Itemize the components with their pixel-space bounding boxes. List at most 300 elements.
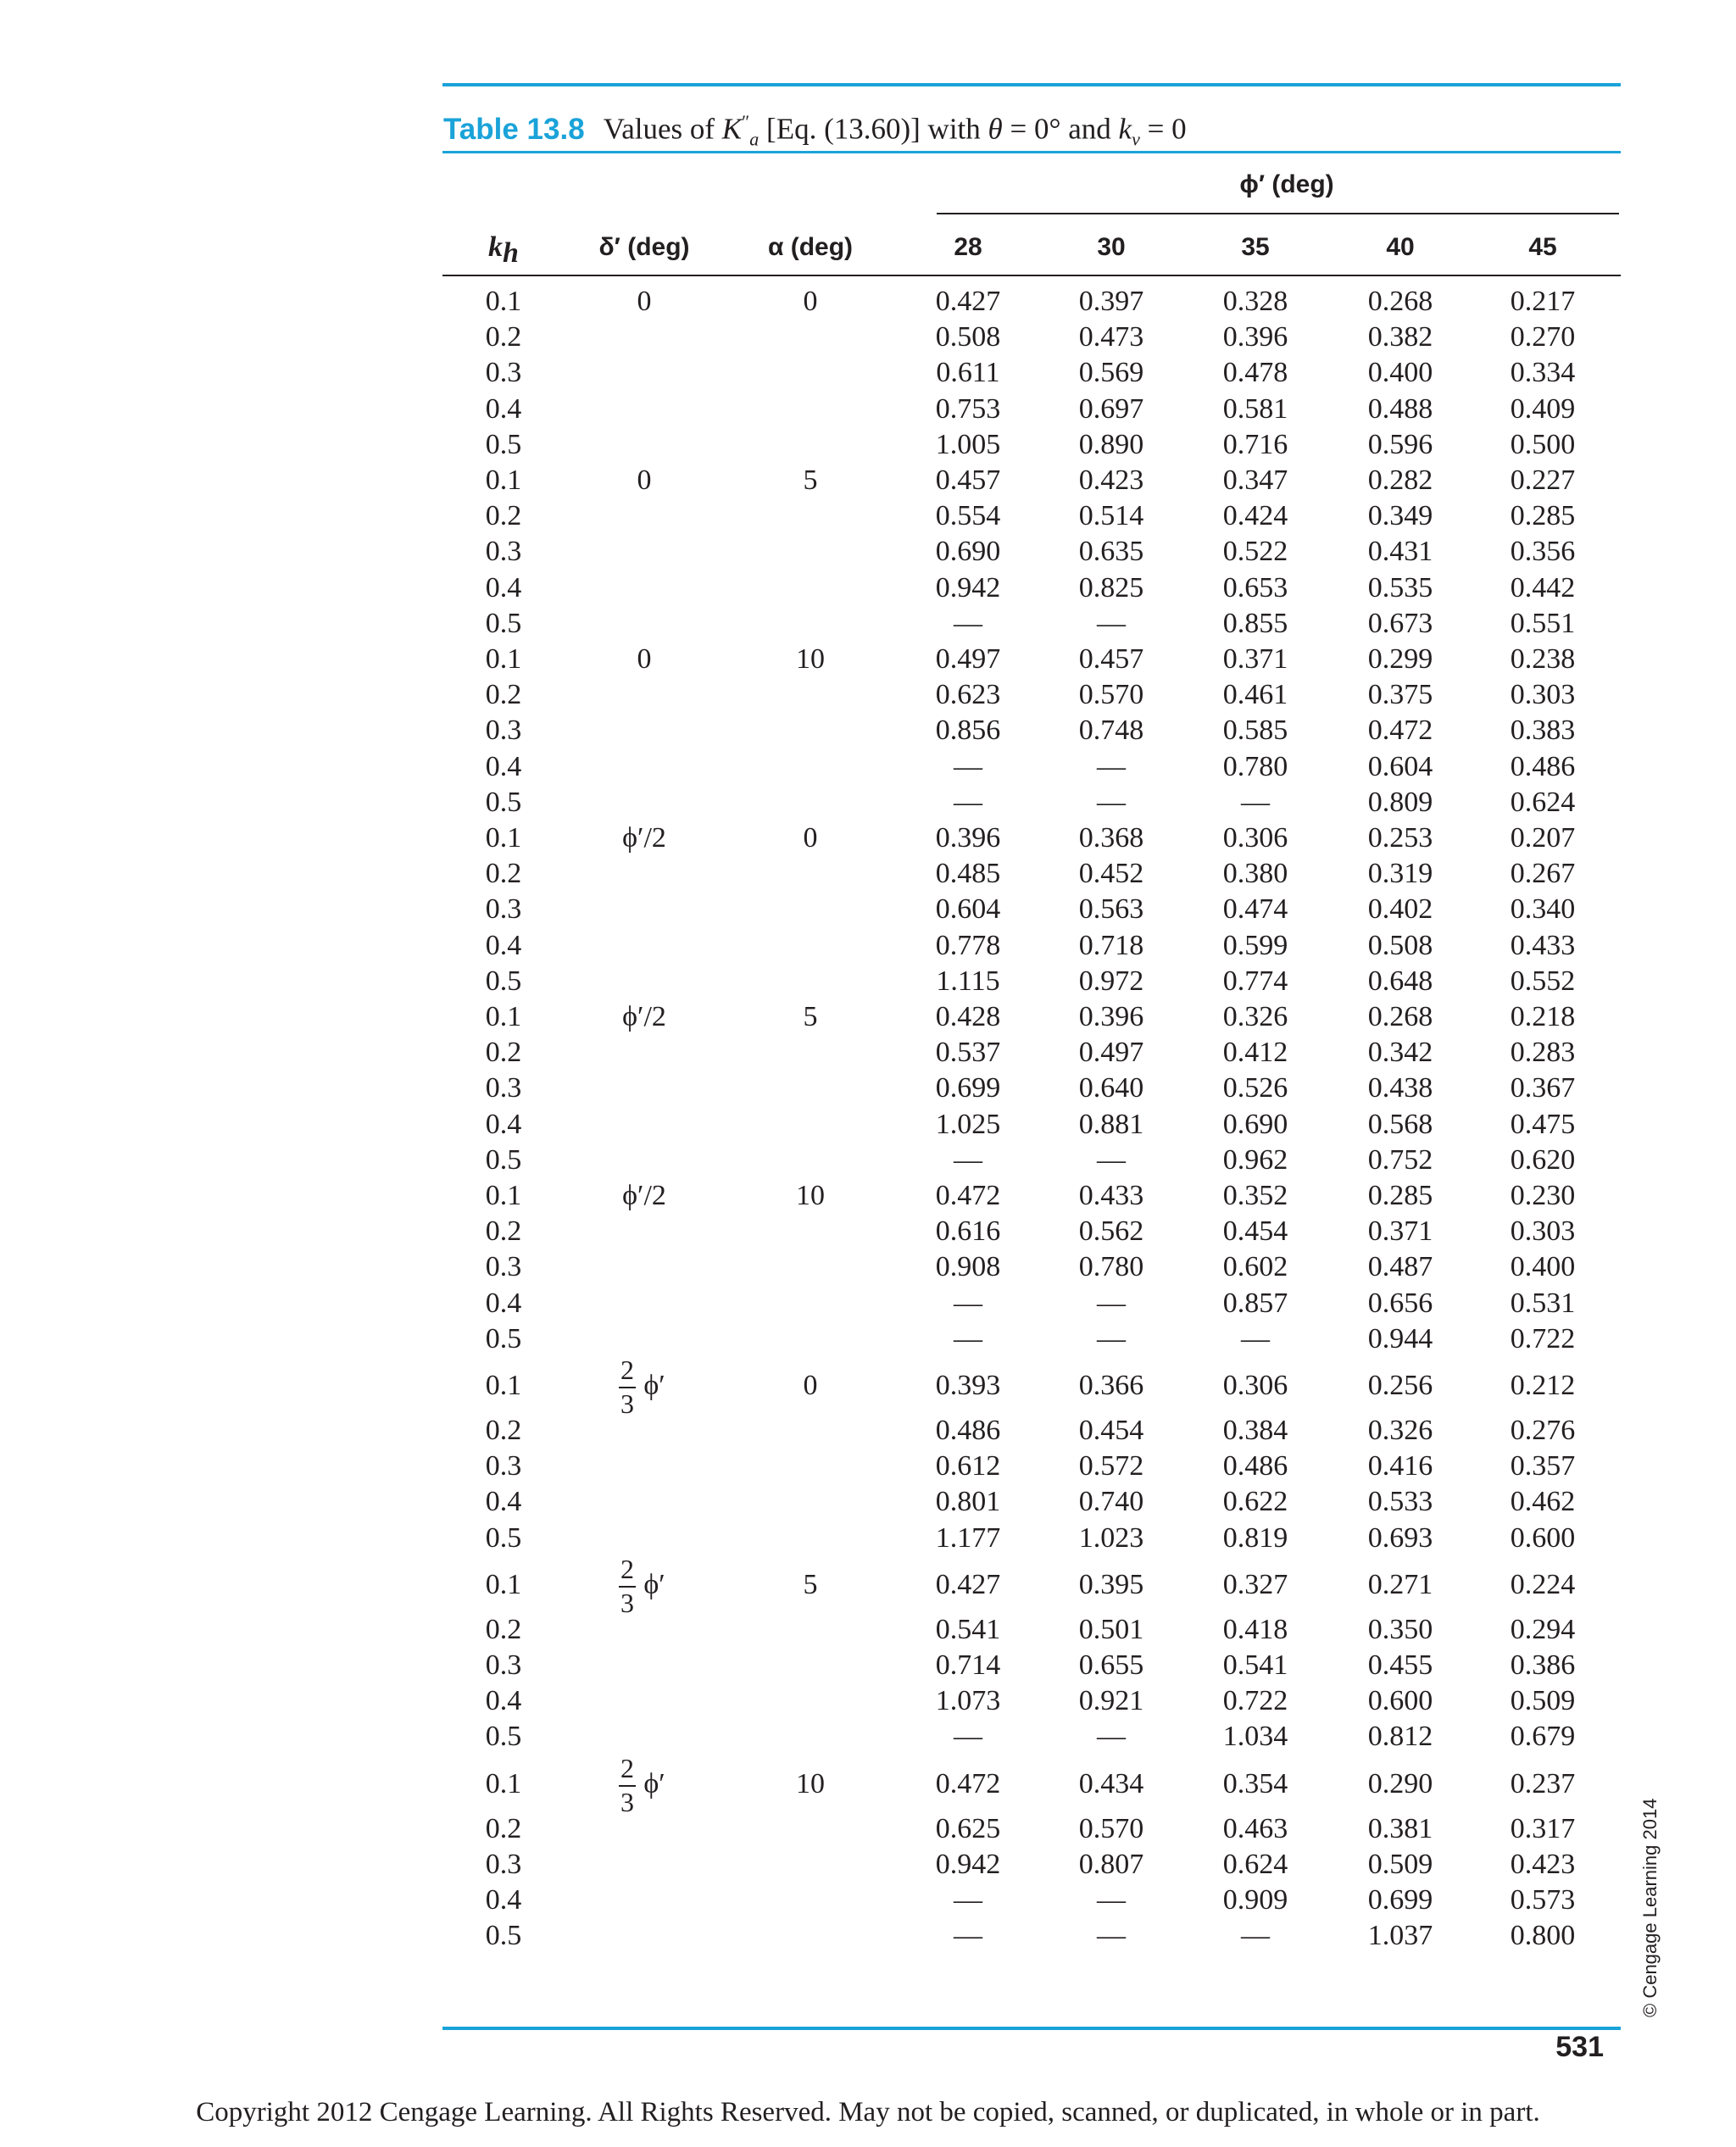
ka-value-cell: 0.368 <box>1078 822 1144 854</box>
ka-value-cell: 0.396 <box>1078 1001 1144 1032</box>
ka-value-cell: 0.541 <box>1222 1649 1288 1681</box>
fraction-numerator: 2 <box>620 1752 634 1783</box>
caption-kv-subscript: v <box>1132 128 1140 150</box>
ka-value-cell: 0.237 <box>1510 1767 1576 1799</box>
kh-cell: 0.1 <box>485 1370 522 1401</box>
ka-value-cell: 0.942 <box>935 1848 1001 1880</box>
ka-value-cell: 0.604 <box>1367 750 1433 782</box>
ka-value-cell: 0.570 <box>1078 679 1144 711</box>
ka-value-cell: 0.207 <box>1510 822 1576 854</box>
fraction-denominator: 3 <box>620 1587 634 1618</box>
ka-value-cell: — <box>954 607 982 639</box>
ka-value-cell: 0.522 <box>1222 536 1288 568</box>
bottom-rule <box>442 2027 1621 2030</box>
kh-cell: 0.3 <box>485 1251 522 1283</box>
caption-k-symbol: K <box>721 112 743 146</box>
kh-cell: 0.4 <box>485 1108 522 1140</box>
page-number: 531 <box>1555 2031 1604 2063</box>
ka-value-cell: 0.596 <box>1367 428 1433 460</box>
ka-value-cell: 0.581 <box>1222 392 1288 425</box>
ka-value-cell: 0.573 <box>1510 1884 1576 1916</box>
ka-value-cell: 0.382 <box>1367 321 1433 353</box>
ka-value-cell: 0.442 <box>1510 571 1576 603</box>
ka-value-cell: 0.486 <box>1222 1450 1288 1482</box>
ka-value-cell: 0.352 <box>1222 1180 1288 1211</box>
ka-value-cell: 0.819 <box>1222 1521 1288 1554</box>
ka-value-cell: 0.616 <box>935 1215 1001 1248</box>
kh-cell: 0.5 <box>485 786 522 818</box>
ka-value-cell: 0.624 <box>1510 786 1576 818</box>
kh-cell: 0.4 <box>485 1287 522 1319</box>
ka-value-cell: 0.648 <box>1367 965 1433 997</box>
ka-value-cell: 1.005 <box>935 428 1001 460</box>
caption-eq-ref: [Eq. (13.60)] with <box>766 112 981 146</box>
ka-value-cell: 0.604 <box>935 893 1001 926</box>
ka-value-cell: 0.418 <box>1222 1613 1288 1645</box>
kh-cell: 0.2 <box>485 1215 522 1248</box>
ka-value-cell: 0.488 <box>1367 392 1433 425</box>
ka-value-cell: 0.256 <box>1367 1370 1433 1401</box>
ka-value-cell: 0.693 <box>1367 1521 1433 1554</box>
ka-value-cell: 0.514 <box>1078 500 1144 532</box>
kh-cell: 0.1 <box>485 1568 522 1600</box>
ka-value-cell: 0.563 <box>1078 893 1144 926</box>
ka-value-cell: 0.416 <box>1367 1450 1433 1482</box>
kh-cell: 0.2 <box>485 321 522 353</box>
ka-value-cell: 0.375 <box>1367 679 1433 711</box>
ka-value-cell: 0.620 <box>1510 1143 1576 1176</box>
ka-value-cell: 0.908 <box>935 1251 1001 1283</box>
fraction-denominator: 3 <box>620 1786 634 1817</box>
ka-value-cell: — <box>954 1287 982 1319</box>
ka-value-cell: 0.508 <box>935 321 1001 353</box>
caption-kv-value: = 0 <box>1147 112 1187 146</box>
ka-value-cell: — <box>1097 1920 1126 1952</box>
ka-value-cell: 0.699 <box>935 1072 1001 1104</box>
kh-cell: 0.3 <box>485 1450 522 1482</box>
alpha-cell: 0 <box>803 822 818 854</box>
ka-value-cell: 0.354 <box>1222 1767 1288 1799</box>
ka-value-cell: 0.942 <box>935 571 1001 603</box>
phi-header-45: 45 <box>1528 233 1557 261</box>
ka-value-cell: 0.463 <box>1222 1812 1288 1844</box>
ka-value-cell: 0.457 <box>935 464 1001 496</box>
delta-cell: 0 <box>637 464 652 496</box>
ka-value-cell: 0.268 <box>1367 286 1433 317</box>
ka-value-cell: 0.612 <box>935 1450 1001 1482</box>
kh-cell: 0.5 <box>485 1143 522 1176</box>
ka-value-cell: 0.319 <box>1367 858 1433 890</box>
ka-value-cell: 0.921 <box>1078 1685 1144 1717</box>
ka-value-cell: 0.238 <box>1510 643 1576 675</box>
ka-value-cell: 0.475 <box>1510 1108 1576 1140</box>
ka-value-cell: 0.303 <box>1510 1215 1576 1248</box>
ka-value-cell: 0.857 <box>1222 1287 1288 1319</box>
ka-value-cell: — <box>1097 1721 1126 1753</box>
ka-value-cell: 0.774 <box>1222 965 1288 997</box>
kh-cell: 0.4 <box>485 750 522 782</box>
copyright-footer: Copyright 2012 Cengage Learning. All Rights Reserved. May not be copied, scanned, or duplicated, in whole or in part. <box>196 2097 1540 2128</box>
ka-value-cell: 0.462 <box>1510 1486 1576 1518</box>
ka-value-cell: 0.472 <box>935 1180 1001 1211</box>
delta-cell: ϕ′/2 <box>622 822 666 854</box>
ka-value-cell: 0.218 <box>1510 1001 1576 1032</box>
caption-kv-symbol: k <box>1118 112 1132 146</box>
ka-value-cell: 0.366 <box>1078 1370 1144 1401</box>
ka-value-cell: 0.472 <box>1367 715 1433 747</box>
ka-value-cell: 0.972 <box>1078 965 1144 997</box>
kh-cell: 0.3 <box>485 715 522 747</box>
ka-value-cell: 0.699 <box>1367 1884 1433 1916</box>
ka-value-cell: 0.753 <box>935 392 1001 425</box>
ka-value-cell: 0.383 <box>1510 715 1576 747</box>
ka-value-cell: 0.303 <box>1510 679 1576 711</box>
ka-value-cell: 0.602 <box>1222 1251 1288 1283</box>
kh-cell: 0.5 <box>485 1920 522 1952</box>
ka-value-cell: 1.073 <box>935 1685 1001 1717</box>
kh-cell: 0.3 <box>485 893 522 926</box>
ka-value-cell: 0.452 <box>1078 858 1144 890</box>
ka-value-cell: 1.025 <box>935 1108 1001 1140</box>
ka-value-cell: 0.486 <box>935 1415 1001 1446</box>
ka-value-cell: 0.554 <box>935 500 1001 532</box>
ka-value-cell: 0.427 <box>935 286 1001 317</box>
ka-value-cell: 0.472 <box>935 1767 1001 1799</box>
ka-value-cell: — <box>1241 1322 1270 1354</box>
kh-cell: 0.2 <box>485 500 522 532</box>
ka-value-cell: 0.283 <box>1510 1037 1576 1069</box>
ka-value-cell: 0.562 <box>1078 1215 1144 1248</box>
ka-value-cell: — <box>1097 786 1126 818</box>
kh-cell: 0.1 <box>485 464 522 496</box>
ka-value-cell: 0.944 <box>1367 1322 1433 1354</box>
delta-fraction-cell <box>619 1752 636 1817</box>
ka-value-cell: 0.454 <box>1078 1415 1144 1446</box>
delta-fraction-cell <box>619 1555 636 1616</box>
ka-value-cell: — <box>1097 750 1126 782</box>
kh-cell: 0.2 <box>485 1037 522 1069</box>
ka-value-cell: 0.537 <box>935 1037 1001 1069</box>
kh-cell: 0.5 <box>485 1322 522 1354</box>
alpha-cell: 10 <box>796 1767 825 1799</box>
ka-value-cell: — <box>954 1721 982 1753</box>
ka-value-cell: 0.299 <box>1367 643 1433 675</box>
delta-header: δ′ (deg) <box>598 233 690 261</box>
ka-value-cell: 0.551 <box>1510 607 1576 639</box>
ka-value-cell: 0.433 <box>1078 1180 1144 1211</box>
ka-value-cell: 0.397 <box>1078 286 1144 317</box>
ka-value-cell: 0.497 <box>935 643 1001 675</box>
ka-value-cell: 0.384 <box>1222 1415 1288 1446</box>
ka-value-cell: 1.037 <box>1367 1920 1433 1952</box>
alpha-cell: 10 <box>796 1180 825 1211</box>
ka-value-cell: 0.400 <box>1367 357 1433 389</box>
alpha-cell: 0 <box>803 286 818 317</box>
ka-value-cell: 0.327 <box>1222 1568 1288 1600</box>
fraction-numerator: 2 <box>620 1553 634 1584</box>
ka-value-cell: 0.276 <box>1510 1415 1576 1446</box>
ka-value-cell: 0.572 <box>1078 1450 1144 1482</box>
ka-value-cell: — <box>1097 1322 1126 1354</box>
kh-cell: 0.3 <box>485 357 522 389</box>
ka-value-cell: 0.424 <box>1222 500 1288 532</box>
ka-value-cell: 0.780 <box>1078 1251 1144 1283</box>
ka-value-cell: 0.509 <box>1367 1848 1433 1880</box>
kh-cell: 0.3 <box>485 1072 522 1104</box>
kh-cell: 0.1 <box>485 643 522 675</box>
ka-value-cell: 0.271 <box>1367 1568 1433 1600</box>
ka-value-cell: 0.212 <box>1510 1370 1576 1401</box>
ka-value-cell: — <box>954 1884 982 1916</box>
delta-fraction-cell <box>619 1356 636 1417</box>
ka-value-cell: 0.371 <box>1222 643 1288 675</box>
ka-value-cell: 0.486 <box>1510 750 1576 782</box>
table-label: Table 13.8 <box>443 112 585 146</box>
ka-value-cell: 0.478 <box>1222 357 1288 389</box>
ka-value-cell: 0.395 <box>1078 1568 1144 1600</box>
ka-value-cell: 0.748 <box>1078 715 1144 747</box>
kh-cell: 0.2 <box>485 1415 522 1446</box>
caption-rule <box>442 151 1621 153</box>
ka-value-cell: 0.285 <box>1367 1180 1433 1211</box>
ka-value-cell: 0.714 <box>935 1649 1001 1681</box>
caption-theta: θ <box>988 112 1003 146</box>
alpha-cell: 10 <box>796 643 825 675</box>
ka-value-cell: 0.270 <box>1510 321 1576 353</box>
ka-value-cell: 0.393 <box>935 1370 1001 1401</box>
ka-value-cell: 0.809 <box>1367 786 1433 818</box>
ka-value-cell: 0.400 <box>1510 1251 1576 1283</box>
ka-value-cell: 0.306 <box>1222 822 1288 854</box>
ka-value-cell: 0.697 <box>1078 392 1144 425</box>
ka-value-cell: 0.402 <box>1367 893 1433 926</box>
ka-value-cell: 1.034 <box>1222 1721 1288 1753</box>
ka-value-cell: 0.409 <box>1510 392 1576 425</box>
ka-value-cell: 1.023 <box>1078 1521 1144 1554</box>
ka-value-cell: — <box>1097 607 1126 639</box>
delta-fraction-symbol: ϕ′ <box>643 1767 665 1799</box>
kh-cell: 0.5 <box>485 607 522 639</box>
ka-value-cell: 1.177 <box>935 1521 1001 1554</box>
ka-value-cell: 0.290 <box>1367 1767 1433 1799</box>
ka-value-cell: 0.455 <box>1367 1649 1433 1681</box>
ka-value-cell: 0.673 <box>1367 607 1433 639</box>
alpha-cell: 0 <box>803 1370 818 1401</box>
ka-value-cell: 0.778 <box>935 929 1001 961</box>
ka-value-cell: 0.349 <box>1367 500 1433 532</box>
ka-value-cell: 0.541 <box>935 1613 1001 1645</box>
ka-value-cell: 0.600 <box>1510 1521 1576 1554</box>
ka-value-cell: — <box>954 1322 982 1354</box>
ka-value-cell: 0.268 <box>1367 1001 1433 1032</box>
ka-value-cell: 0.890 <box>1078 428 1144 460</box>
ka-value-cell: 0.457 <box>1078 643 1144 675</box>
phi-header-30: 30 <box>1097 233 1126 261</box>
ka-value-cell: 0.780 <box>1222 750 1288 782</box>
side-credit: © Cengage Learning 2014 <box>1639 1798 1661 2017</box>
ka-value-cell: 0.485 <box>935 858 1001 890</box>
ka-value-cell: 0.690 <box>935 536 1001 568</box>
ka-value-cell: 0.801 <box>935 1486 1001 1518</box>
kh-cell: 0.2 <box>485 1812 522 1844</box>
fraction-numerator: 2 <box>620 1354 634 1385</box>
ka-value-cell: 0.473 <box>1078 321 1144 353</box>
ka-value-cell: 0.625 <box>935 1812 1001 1844</box>
ka-value-cell: 0.825 <box>1078 571 1144 603</box>
alpha-cell: 5 <box>803 1568 818 1600</box>
ka-value-cell: 0.569 <box>1078 357 1144 389</box>
fraction-denominator: 3 <box>620 1388 634 1419</box>
ka-value-cell: 0.357 <box>1510 1450 1576 1482</box>
ka-value-cell: 0.454 <box>1222 1215 1288 1248</box>
phi-header-28: 28 <box>954 233 982 261</box>
ka-value-cell: 0.679 <box>1510 1721 1576 1753</box>
ka-value-cell: 0.855 <box>1222 607 1288 639</box>
ka-value-cell: 0.217 <box>1510 286 1576 317</box>
ka-value-cell: 0.433 <box>1510 929 1576 961</box>
ka-value-cell: 0.812 <box>1367 1721 1433 1753</box>
ka-value-cell: 0.611 <box>936 357 1000 389</box>
caption-k-subscript: a <box>749 128 760 150</box>
ka-value-cell: 0.431 <box>1367 536 1433 568</box>
phi-group-rule <box>937 213 1619 214</box>
ka-value-cell: 0.623 <box>935 679 1001 711</box>
top-rule <box>442 83 1621 86</box>
ka-value-cell: 0.428 <box>935 1001 1001 1032</box>
ka-value-cell: 0.807 <box>1078 1848 1144 1880</box>
kh-cell: 0.3 <box>485 1649 522 1681</box>
ka-value-cell: 0.570 <box>1078 1812 1144 1844</box>
ka-value-cell: 0.740 <box>1078 1486 1144 1518</box>
ka-value-cell: 0.230 <box>1510 1180 1576 1211</box>
ka-value-cell: — <box>1241 1920 1270 1952</box>
caption-theta-value: = 0° and <box>1010 112 1111 146</box>
ka-value-cell: 0.396 <box>1222 321 1288 353</box>
kh-cell: 0.4 <box>485 1884 522 1916</box>
ka-value-cell: 0.624 <box>1222 1848 1288 1880</box>
kh-cell: 0.5 <box>485 428 522 460</box>
ka-value-cell: 0.386 <box>1510 1649 1576 1681</box>
ka-value-cell: 0.599 <box>1222 929 1288 961</box>
header-rule <box>442 275 1621 276</box>
ka-value-cell: 0.752 <box>1367 1143 1433 1176</box>
delta-fraction-symbol: ϕ′ <box>643 1568 665 1600</box>
ka-value-cell: 0.282 <box>1367 464 1433 496</box>
kh-cell: 0.2 <box>485 679 522 711</box>
ka-value-cell: 0.412 <box>1222 1037 1288 1069</box>
ka-value-cell: 0.474 <box>1222 893 1288 926</box>
ka-value-cell: 0.340 <box>1510 893 1576 926</box>
ka-value-cell: 0.253 <box>1367 822 1433 854</box>
ka-value-cell: — <box>1241 786 1270 818</box>
delta-cell: 0 <box>637 286 652 317</box>
kh-cell: 0.5 <box>485 1721 522 1753</box>
delta-cell: ϕ′/2 <box>622 1180 666 1211</box>
ka-value-cell: 0.497 <box>1078 1037 1144 1069</box>
ka-value-cell: 0.371 <box>1367 1215 1433 1248</box>
ka-value-cell: 0.622 <box>1222 1486 1288 1518</box>
ka-value-cell: 0.423 <box>1078 464 1144 496</box>
kh-cell: 0.4 <box>485 571 522 603</box>
ka-value-cell: 0.640 <box>1078 1072 1144 1104</box>
ka-value-cell: 0.334 <box>1510 357 1576 389</box>
ka-value-cell: 0.568 <box>1367 1108 1433 1140</box>
ka-value-cell: 0.585 <box>1222 715 1288 747</box>
ka-value-cell: 0.508 <box>1367 929 1433 961</box>
delta-cell: ϕ′/2 <box>622 1001 666 1032</box>
ka-value-cell: 0.656 <box>1367 1287 1433 1319</box>
ka-value-cell: 0.326 <box>1222 1001 1288 1032</box>
ka-value-cell: 0.367 <box>1510 1072 1576 1104</box>
ka-value-cell: 0.800 <box>1510 1920 1576 1952</box>
delta-fraction-symbol: ϕ′ <box>643 1370 665 1401</box>
ka-value-cell: 0.531 <box>1510 1287 1576 1319</box>
kh-cell: 0.2 <box>485 858 522 890</box>
ka-value-cell: — <box>1097 1143 1126 1176</box>
kh-cell: 0.1 <box>485 1001 522 1032</box>
kh-cell: 0.1 <box>485 1767 522 1799</box>
kh-cell: 0.4 <box>485 929 522 961</box>
ka-value-cell: 0.285 <box>1510 500 1576 532</box>
ka-value-cell: 0.356 <box>1510 536 1576 568</box>
ka-value-cell: 0.856 <box>935 715 1001 747</box>
ka-value-cell: 0.552 <box>1510 965 1576 997</box>
ka-value-cell: 1.115 <box>936 965 1000 997</box>
ka-value-cell: 0.326 <box>1367 1415 1433 1446</box>
ka-value-cell: — <box>954 1920 982 1952</box>
ka-value-cell: 0.317 <box>1510 1812 1576 1844</box>
ka-value-cell: 0.655 <box>1078 1649 1144 1681</box>
ka-value-cell: 0.600 <box>1367 1685 1433 1717</box>
alpha-cell: 5 <box>803 1001 818 1032</box>
phi-group-header: ϕ′ (deg) <box>1239 170 1334 198</box>
kh-cell: 0.5 <box>485 965 522 997</box>
ka-value-cell: 0.653 <box>1222 571 1288 603</box>
ka-value-cell: 0.526 <box>1222 1072 1288 1104</box>
ka-value-cell: 0.461 <box>1222 679 1288 711</box>
delta-cell: 0 <box>637 643 652 675</box>
ka-value-cell: 0.306 <box>1222 1370 1288 1401</box>
alpha-header: α (deg) <box>767 233 854 261</box>
ka-value-cell: — <box>1097 1884 1126 1916</box>
phi-header-40: 40 <box>1386 233 1415 261</box>
ka-value-cell: 0.427 <box>935 1568 1001 1600</box>
ka-value-cell: 0.224 <box>1510 1568 1576 1600</box>
kh-cell: 0.4 <box>485 1486 522 1518</box>
ka-value-cell: 0.500 <box>1510 428 1576 460</box>
ka-value-cell: 0.423 <box>1510 1848 1576 1880</box>
caption-text: Values of <box>603 112 715 146</box>
kh-header: $k_h$ <box>488 231 519 269</box>
ka-value-cell: 0.438 <box>1367 1072 1433 1104</box>
ka-value-cell: 0.342 <box>1367 1037 1433 1069</box>
ka-value-cell: 0.635 <box>1078 536 1144 568</box>
alpha-cell: 5 <box>803 464 818 496</box>
ka-value-cell: 0.535 <box>1367 571 1433 603</box>
ka-value-cell: 0.690 <box>1222 1108 1288 1140</box>
ka-value-cell: 0.909 <box>1222 1884 1288 1916</box>
ka-value-cell: 0.716 <box>1222 428 1288 460</box>
kh-cell: 0.4 <box>485 1685 522 1717</box>
phi-header-35: 35 <box>1241 233 1270 261</box>
ka-value-cell: 0.501 <box>1078 1613 1144 1645</box>
kh-cell: 0.1 <box>485 822 522 854</box>
kh-cell: 0.3 <box>485 536 522 568</box>
ka-value-cell: 0.434 <box>1078 1767 1144 1799</box>
ka-value-cell: 0.722 <box>1222 1685 1288 1717</box>
ka-value-cell: 0.267 <box>1510 858 1576 890</box>
ka-value-cell: 0.350 <box>1367 1613 1433 1645</box>
